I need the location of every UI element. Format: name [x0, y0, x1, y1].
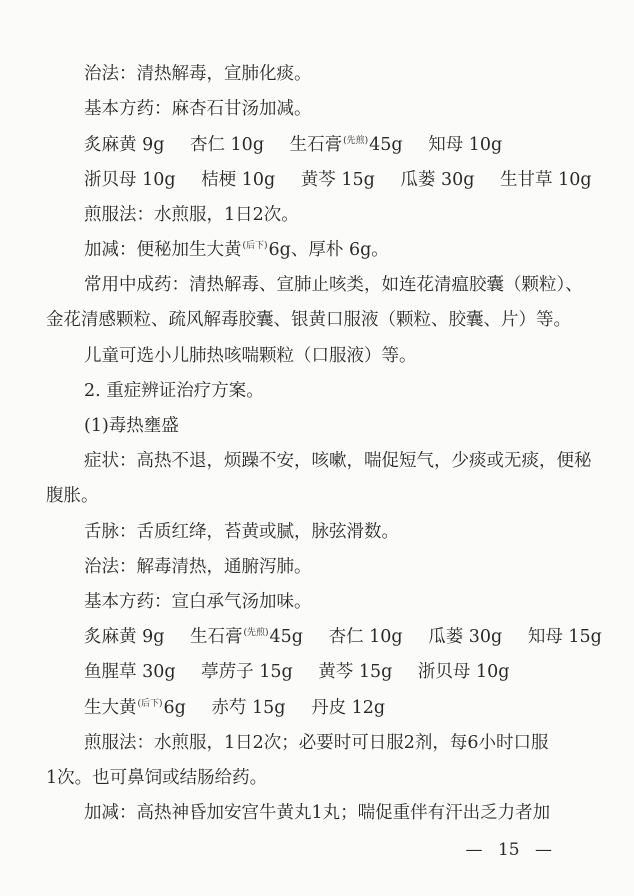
- herb-item: 黄芩 15g: [300, 170, 375, 190]
- text-line: 治法：解毒清热，通腑泻肺。: [84, 557, 312, 577]
- herb-item: 浙贝母 10g: [417, 662, 510, 682]
- herb-item: 瓜蒌 30g: [400, 170, 475, 190]
- page-number: [456, 838, 562, 862]
- text-line: 舌脉：舌质红绛，苔黄或腻，脉弦滑数。: [84, 522, 399, 542]
- herb-item: 生大黄$^{(后下)}$6g: [84, 698, 186, 718]
- herb-item: 赤芍 15g: [211, 698, 286, 718]
- herb-item: 生甘草 10g: [500, 170, 592, 190]
- text-line: 腹胀。: [46, 486, 99, 506]
- herb-item: 生石膏$^{(先煎)}$45g: [189, 627, 304, 647]
- text-line: 煎服法：水煎服，1日2次；必要时可日服2剂，每6小时口服: [84, 733, 549, 753]
- herb-item: 炙麻黄 9g: [84, 135, 165, 155]
- text-line: 1次。也可鼻饲或结肠给药。: [46, 768, 268, 788]
- herb-item: 葶苈子 15g: [201, 662, 293, 682]
- herb-list: [84, 660, 596, 684]
- herb-item: 生石膏$^{(先煎)}$45g: [289, 135, 403, 155]
- herb-item: 瓜蒌 30g: [428, 627, 503, 647]
- herb-item: 丹皮 12g: [311, 698, 386, 718]
- text-line: 儿童可选小儿肺热咳喘颗粒（口服液）等。: [84, 346, 417, 366]
- text-line: 基本方药：麻杏石甘汤加减。: [84, 99, 312, 119]
- text-line: 煎服法：水煎服，1日2次。: [84, 205, 299, 225]
- herb-item: 杏仁 10g: [328, 627, 403, 647]
- herb-item: 鱼腥草 30g: [84, 662, 176, 682]
- text-line: 加减：便秘加生大黄$^{(后下)}$6g、厚朴 6g。: [84, 240, 389, 260]
- herb-item: 桔梗 10g: [201, 170, 276, 190]
- text-line: 常用中成药：清热解毒、宣肺止咳类，如连花清瘟胶囊（颗粒）、: [84, 275, 583, 295]
- text-line: 基本方药：宣白承气汤加味。: [84, 592, 312, 612]
- herb-item: 知母 15g: [527, 627, 602, 647]
- herb-list: [84, 133, 596, 160]
- text-line: 治法：清热解毒，宣肺化痰。: [84, 64, 312, 84]
- herb-list: [84, 696, 596, 723]
- herb-item: 黄芩 15g: [318, 662, 393, 682]
- herb-item: 知母 10g: [428, 135, 503, 155]
- subsection-heading: (1)毒热壅盛: [84, 416, 179, 436]
- section-heading: 2. 重症辨证治疗方案。: [84, 381, 264, 401]
- herb-list: [84, 625, 602, 652]
- herb-item: 杏仁 10g: [189, 135, 265, 155]
- text-line: 金花清感颗粒、疏风解毒胶囊、银黄口服液（颗粒、胶囊、片）等。: [46, 310, 571, 330]
- herb-list: [84, 168, 596, 192]
- text-line: 加减：高热神昏加安宫牛黄丸1丸；喘促重伴有汗出乏力者加: [84, 803, 551, 823]
- dash-right: —: [535, 840, 552, 860]
- page-number-value: 15: [497, 840, 520, 860]
- text-line: 症状：高热不退，烦躁不安，咳嗽，喘促短气，少痰或无痰，便秘: [84, 451, 592, 471]
- dash-left: —: [465, 840, 483, 860]
- herb-item: 浙贝母 10g: [84, 170, 176, 190]
- herb-item: 炙麻黄 9g: [84, 627, 165, 647]
